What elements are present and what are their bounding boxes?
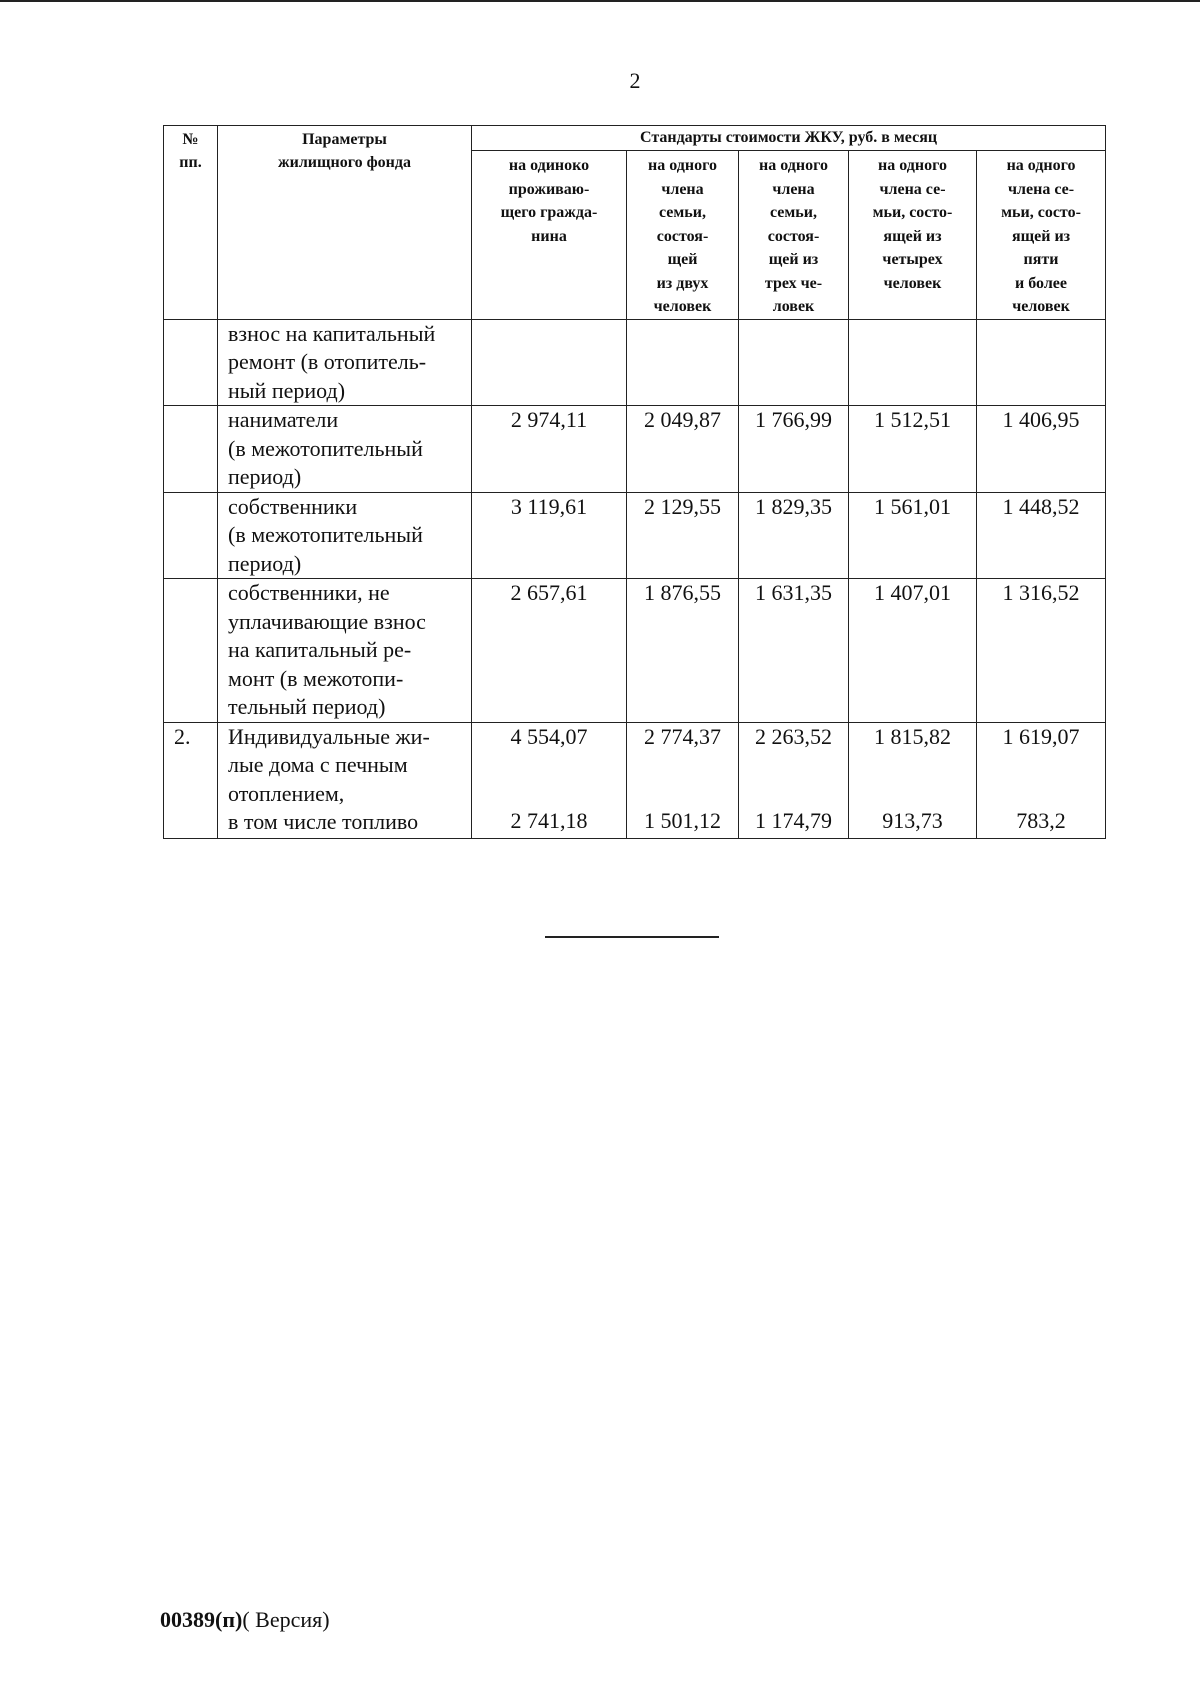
value: 2 049,87 (644, 407, 721, 432)
table-row (164, 406, 1106, 493)
value-cell (627, 319, 739, 406)
row-num: 2. (174, 723, 191, 749)
header-col-3: на одного члена семьи, состоя- щей из трех че- ловек (759, 157, 828, 315)
value-cell (472, 722, 627, 838)
header-param: Параметры жилищного фонда (278, 131, 411, 171)
value: 1 448,52 (1002, 493, 1080, 519)
value: 1 316,52 (1002, 580, 1080, 605)
row-param-cell (218, 406, 472, 493)
row-num-cell (164, 722, 218, 838)
row-param: взнос на капитальный ремонт (в отопитель- ный период) (228, 320, 436, 403)
value-cell (472, 319, 627, 406)
row-param-cell (218, 579, 472, 723)
row-param-cell (218, 492, 472, 579)
value-cell (472, 492, 627, 579)
fuel-value: 1 174,79 (755, 808, 832, 833)
tariff-table (163, 125, 1106, 839)
value: 1 406,95 (1002, 407, 1080, 432)
fuel-value: 913,73 (882, 808, 943, 833)
header-col-5-cell (977, 151, 1106, 320)
top-rule (0, 0, 1200, 2)
value: 1 407,01 (874, 580, 951, 605)
row-num-cell (164, 319, 218, 406)
value: 1 512,51 (874, 407, 951, 432)
header-param-cell (218, 126, 472, 320)
header-col-5: на одного члена се- мьи, состо- ящей из пяти и более человек (1001, 157, 1081, 315)
value: 4 554,07 (510, 723, 588, 749)
value-cell (977, 579, 1106, 723)
fuel-value: 1 501,12 (644, 808, 721, 833)
row-num-cell (164, 579, 218, 723)
document-code-number: 00389(п) (160, 1607, 243, 1632)
value-cell (739, 406, 849, 493)
row-param: наниматели (в межотопительный период) (228, 407, 423, 489)
value-cell (849, 406, 977, 493)
value: 1 829,35 (755, 493, 832, 519)
row-param: Индивидуальные жи- лые дома с печным отоплением, в том числе топливо (228, 723, 430, 834)
value-cell (849, 492, 977, 579)
value: 1 815,82 (874, 723, 951, 749)
row-param-cell (218, 319, 472, 406)
value-cell (977, 406, 1106, 493)
table-header-row-group (164, 126, 1106, 151)
value: 1 631,35 (755, 580, 832, 605)
value-cell (739, 579, 849, 723)
header-col-1: на одиноко проживаю- щего гражда- нина (500, 157, 598, 245)
value-cell (627, 492, 739, 579)
row-param-cell (218, 722, 472, 838)
value: 1 561,01 (874, 493, 951, 519)
value: 2 974,11 (510, 407, 588, 432)
value-cell (977, 319, 1106, 406)
row-param: собственники, не уплачивающие взнос на капитальный ре- монт (в межотопи- тельный период) (228, 580, 426, 719)
value-cell (739, 492, 849, 579)
header-num-cell (164, 126, 218, 320)
value-cell (739, 319, 849, 406)
value-cell (472, 579, 627, 723)
value-cell (977, 492, 1106, 579)
header-group-cell (472, 126, 1106, 151)
value-cell (849, 579, 977, 723)
value: 1 876,55 (644, 580, 721, 605)
fuel-value: 2 741,18 (510, 808, 588, 833)
document-code (160, 1607, 330, 1633)
value-cell (627, 579, 739, 723)
document-code-version: ( Версия) (242, 1607, 330, 1632)
header-num: № пп. (179, 131, 202, 171)
row-num-cell (164, 492, 218, 579)
value: 3 119,61 (510, 493, 588, 519)
header-col-4-cell (849, 151, 977, 320)
table-row (164, 579, 1106, 723)
value: 1 619,07 (1002, 723, 1080, 749)
fuel-value: 783,2 (1016, 808, 1066, 833)
value-cell (849, 722, 977, 838)
value: 2 774,37 (644, 723, 721, 749)
value-cell (627, 722, 739, 838)
table-row (164, 722, 1106, 838)
value-cell (739, 722, 849, 838)
closing-rule (545, 936, 719, 938)
table-row (164, 319, 1106, 406)
header-col-4: на одного члена се- мьи, состо- ящей из четырех человек (872, 157, 953, 292)
value-cell (627, 406, 739, 493)
table-row (164, 492, 1106, 579)
header-col-3-cell (739, 151, 849, 320)
value-cell (977, 722, 1106, 838)
value: 2 657,61 (510, 580, 588, 605)
row-param: собственники (в межотопительный период) (228, 493, 423, 576)
header-group: Стандарты стоимости ЖКУ, руб. в месяц (639, 129, 938, 146)
header-col-2-cell (627, 151, 739, 320)
value: 1 766,99 (755, 407, 832, 432)
value: 2 263,52 (755, 723, 832, 749)
row-num-cell (164, 406, 218, 493)
header-col-2: на одного члена семьи, состоя- щей из двух человек (648, 157, 717, 315)
value: 2 129,55 (644, 493, 721, 519)
page-number: 2 (629, 68, 641, 93)
header-col-1-cell (472, 151, 627, 320)
value-cell (472, 406, 627, 493)
value-cell (849, 319, 977, 406)
